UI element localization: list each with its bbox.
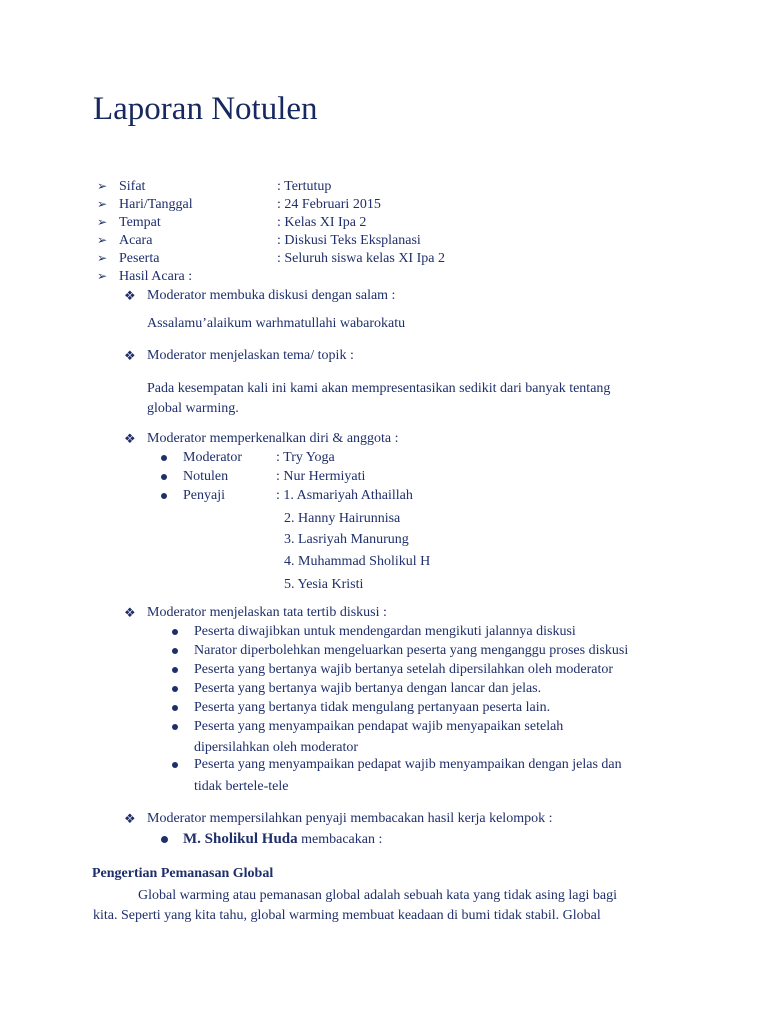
presenter-name-bold: M. Sholikul Huda xyxy=(183,831,298,847)
presenter-name: 5. Yesia Kristi xyxy=(284,577,364,592)
diamond-bullet-icon: ❖ xyxy=(124,605,136,620)
page-title: Laporan Notulen xyxy=(93,91,318,127)
round-bullet-icon xyxy=(172,629,178,635)
rule-item: Peserta yang menyampaikan pedapat wajib menyampaikan dengan jelas dan xyxy=(194,757,622,772)
round-bullet-icon xyxy=(172,648,178,654)
info-value: : Kelas XI Ipa 2 xyxy=(277,215,367,230)
round-bullet-icon xyxy=(172,667,178,673)
member-name: : 1. Asmariyah Athaillah xyxy=(276,488,413,503)
info-value: : Seluruh siswa kelas XI Ipa 2 xyxy=(277,251,445,266)
diamond-bullet-icon: ❖ xyxy=(124,348,136,363)
rule-item: Peserta yang bertanya tidak mengulang pertanyaan peserta lain. xyxy=(194,700,551,715)
info-label: Acara xyxy=(119,233,153,248)
item-heading: Moderator menjelaskan tata tertib diskusi : xyxy=(147,605,387,620)
paragraph: global warming. xyxy=(147,401,239,416)
paragraph: kita. Seperti yang kita tahu, global warming membuat keadaan di bumi tidak stabil. Global xyxy=(93,908,601,923)
paragraph: Assalamu’alaikum warhmatullahi wabarokatu xyxy=(147,316,406,331)
reader-line xyxy=(183,830,382,849)
info-value: : Diskusi Teks Eksplanasi xyxy=(277,233,421,248)
member-name: : Try Yoga xyxy=(276,450,335,465)
rule-item: Peserta yang menyampaikan pendapat wajib menyapaikan setelah xyxy=(194,719,564,734)
info-value: : 24 Februari 2015 xyxy=(277,197,381,212)
round-bullet-icon xyxy=(172,686,178,692)
item-heading: Moderator memperkenalkan diri & anggota : xyxy=(147,431,399,446)
diamond-bullet-icon: ❖ xyxy=(124,288,136,303)
member-role: Penyaji xyxy=(183,488,225,503)
info-label: Hari/Tanggal xyxy=(119,197,193,212)
rule-item: Peserta yang bertanya wajib bertanya dengan lancar dan jelas. xyxy=(194,681,542,696)
arrowhead-bullet-icon: ➢ xyxy=(97,233,108,247)
item-heading: Moderator menjelaskan tema/ topik : xyxy=(147,348,354,363)
diamond-bullet-icon: ❖ xyxy=(124,431,136,446)
arrowhead-bullet-icon: ➢ xyxy=(97,251,108,265)
item-heading: Moderator mempersilahkan penyaji membacakan hasil kerja kelompok : xyxy=(147,811,553,826)
arrowhead-bullet-icon: ➢ xyxy=(97,197,108,211)
rule-item: Peserta diwajibkan untuk mendengardan mengikuti jalannya diskusi xyxy=(194,624,576,639)
paragraph: Pada kesempatan kali ini kami akan mempresentasikan sedikit dari banyak tentang xyxy=(147,381,611,396)
info-label: Tempat xyxy=(119,215,161,230)
round-bullet-icon xyxy=(161,455,167,461)
arrowhead-bullet-icon: ➢ xyxy=(97,269,108,283)
presenter-name: 2. Hanny Hairunnisa xyxy=(284,511,401,526)
reader-action: membacakan : xyxy=(297,832,383,847)
member-role: Notulen xyxy=(183,469,229,484)
rule-item: Narator diperbolehkan mengeluarkan peserta yang menganggu proses diskusi xyxy=(194,643,629,658)
section-heading: Pengertian Pemanasan Global xyxy=(92,866,274,881)
rule-item: Peserta yang bertanya wajib bertanya setelah dipersilahkan oleh moderator xyxy=(194,662,614,677)
item-heading: Moderator membuka diskusi dengan salam : xyxy=(147,288,396,303)
round-bullet-icon xyxy=(172,762,178,768)
round-bullet-icon xyxy=(172,705,178,711)
diamond-bullet-icon: ❖ xyxy=(124,811,136,826)
paragraph: Global warming atau pemanasan global adalah sebuah kata yang tidak asing lagi bagi xyxy=(138,888,617,903)
info-value: : Tertutup xyxy=(277,179,332,194)
rule-item-continued: tidak bertele-tele xyxy=(194,779,289,794)
info-label: Hasil Acara : xyxy=(119,269,193,284)
round-bullet-icon xyxy=(161,836,168,843)
round-bullet-icon xyxy=(161,493,167,499)
presenter-name: 3. Lasriyah Manurung xyxy=(284,532,409,547)
info-label: Peserta xyxy=(119,251,160,266)
presenter-name: 4. Muhammad Sholikul H xyxy=(284,554,431,569)
member-role: Moderator xyxy=(183,450,243,465)
arrowhead-bullet-icon: ➢ xyxy=(97,215,108,229)
info-label: Sifat xyxy=(119,179,146,194)
arrowhead-bullet-icon: ➢ xyxy=(97,179,108,193)
rule-item-continued: dipersilahkan oleh moderator xyxy=(194,740,359,755)
round-bullet-icon xyxy=(172,724,178,730)
round-bullet-icon xyxy=(161,474,167,480)
member-name: : Nur Hermiyati xyxy=(276,469,366,484)
